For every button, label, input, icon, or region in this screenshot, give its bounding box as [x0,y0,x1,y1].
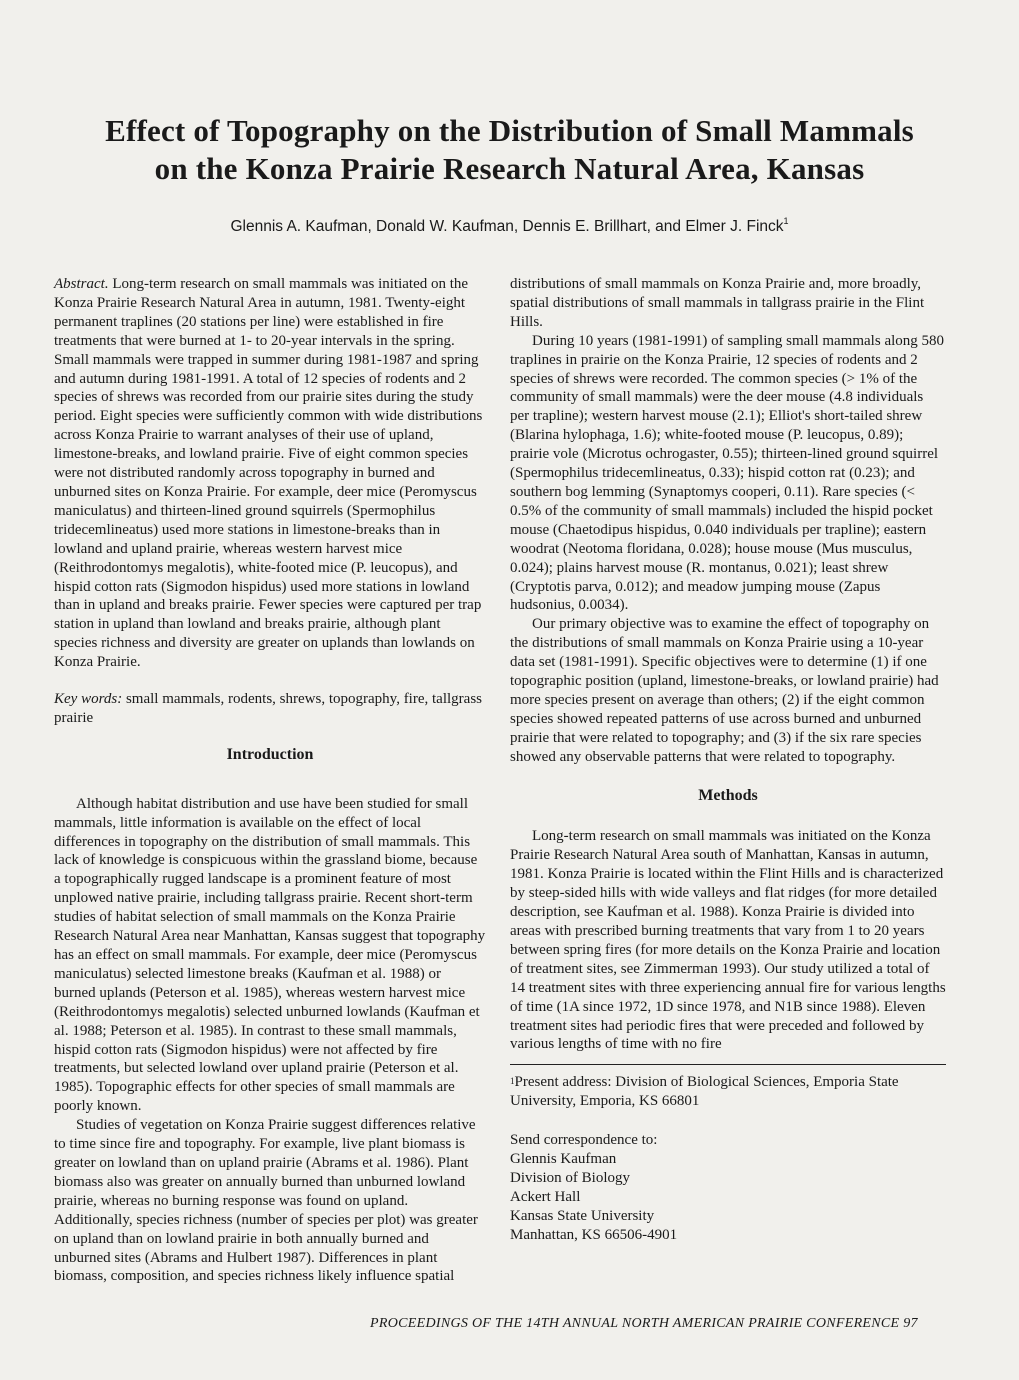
right-column [510,275,946,1245]
author-names: Glennis A. Kaufman, Donald W. Kaufman, Dennis E. Brillhart, and Elmer J. Finck [230,218,784,235]
keywords-text: small mammals, rodents, shrews, topography, fire, tallgrass prairie [54,691,482,726]
correspondence-line: Manhattan, KS 66506-4901 [510,1226,678,1243]
methods-paragraph-1: Long-term research on small mammals was initiated on the Konza Prairie Research Natural Area south of Manhattan, Kansas in autumn, 1981. Konza Prairie is located within the Flint Hills and is characterized by steep-sided hills with wide valleys and flat ridges (for more detailed description, see Kaufman et al. 1988). Konza Prairie is divided into areas with prescribed burning treatments that vary from 1 to 20 years between spring fires (for more details on the Konza Prairie and location of treatment sites, see Zimmerman 1993). Our study utilized a total of 14 treatment sites with three experiencing annual fire for various lengths of time (1A since 1972, 1D since 1978, and N1B since 1988). Eleven treatment sites had periodic fires that were preceded and followed by various lengths of time with no fire [510,828,946,1053]
right-paragraph-3: Our primary objective was to examine the effect of topography on the distributions of small mammals on Konza Prairie using a 10-year data set (1981-1991). Specific objectives were to determine (1) if one topographic position (upland, limestone-breaks, or lowland prairie) had more species present on average than others; (2) if the eight common species showed repeated patterns of use across burned and unburned prairie that were related to topography; and (3) if the six rare species showed any observable patterns that were related to topography. [510,616,939,765]
intro-paragraph-1: Although habitat distribution and use have been studied for small mammals, little information is available on the effect of local differences in topography on the distribution of small mammals. This lack of knowledge is conspicuous within the grassland biome, because a topographically rugged landscape is a prominent feature of most unplowed native prairie, including tallgrass prairie. Recent short-term studies of habitat selection of small mammals on the Konza Prairie Research Natural Area near Manhattan, Kansas suggest that topography has an effect on small mammals. For example, deer mice (Peromyscus maniculatus) selected limestone breaks (Kaufman et al. 1988) or burned uplands (Peterson et al. 1985), whereas western harvest mice (Reithrodontomys megalotis) selected unburned lowlands (Kaufman et al. 1988; Peterson et al. 1985). In contrast to these small mammals, hispid cotton rats (Sigmodon hispidus) were not affected by fire treatments, but selected lowland over upland prairie (Peterson et al. 1985). Topographic effects for other species of small mammals are poorly known. [54,795,486,1115]
abstract [54,275,486,672]
correspondence-line: Glennis Kaufman [510,1151,617,1168]
title-line-2: on the Konza Prairie Research Natural Area, Kansas [154,151,865,186]
author-footnote-mark: 1 [783,216,789,226]
correspondence-line: Kansas State University [510,1207,655,1224]
paper-title [40,112,979,188]
correspondence-block [510,1131,946,1244]
introduction-heading: Introduction [226,745,314,763]
right-paragraph-2: During 10 years (1981-1991) of sampling small mammals along 580 traplines in prairie on the Konza Prairie, 12 species of rodents and 2 species of shrews were recorded. The common species (> 1% of the community of small mammals) were the deer mouse (4.8 individuals per trapline); western harvest mouse (2.1); Elliot's short-tailed shrew (Blarina hylophaga, 1.6); white-footed mouse (P. leucopus, 0.89); prairie vole (Microtus ochrogaster, 0.55); thirteen-lined ground squirrel (Spermophilus tridecemlineatus, 0.33); hispid cotton rat (0.23); and southern bog lemming (Synaptomys cooperi, 0.11). Rare species (< 0.5% of the community of small mammals) included the hispid pocket mouse (Chaetodipus hispidus, 0.040 individuals per trapline); eastern woodrat (Neotoma floridana, 0.028); house mouse (Mus musculus, 0.024); plains harvest mouse (R. montanus, 0.021); least shrew (Cryptotis parva, 0.012); and meadow jumping mouse (Zapus hudsonius, 0.0034). [510,332,945,614]
abstract-text: Long-term research on small mammals was initiated on the Konza Prairie Research Natural Area in autumn, 1981. Twenty-eight permanent traplines (20 stations per line) were established in fire treatments that were burned at 1- to 20-year intervals in the spring. Small mammals were trapped in summer during 1981-1987 and spring and autumn during 1981-1991. A total of 12 species of rodents and 2 species of shrews was recorded from our prairie sites during the study period. Eight species were sufficiently common with wide distributions across Konza Prairie to warrant analyses of their use of upland, limestone-breaks, and lowland prairie. Five of eight common species were not distributed randomly across topography in burned and unburned sites on Konza Prairie. For example, deer mice (Peromyscus maniculatus) and thirteen-lined ground squirrels (Spermophilus tridecemlineatus) used more stations in limestone-breaks than in lowland and upland prairie, whereas western harvest mice (Reithrodontomys megalotis), white-footed mice (P. leucopus), and hispid cotton rats (Sigmodon hispidus) used more stations in lowland than in upland and breaks prairie. Fewer species were captured per trap station in upland than lowland and breaks prairie, although plant species richness and diversity are greater on uplands than lowlands on Konza Prairie. [54,276,483,671]
keywords [54,690,486,728]
footnote-mark: 1 [510,1076,515,1087]
correspondence-line: Division of Biology [510,1169,631,1186]
author-list [40,218,979,236]
footnote-text: Present address: Division of Biological Sciences, Emporia State University, Emporia, KS 66801 [510,1074,899,1110]
methods-heading: Methods [698,786,758,804]
correspondence-line: Send correspondence to: [510,1132,658,1149]
right-paragraph-1: distributions of small mammals on Konza Prairie and, more broadly, spatial distributions of small mammals in tallgrass prairie in the Flint Hills. [510,276,925,330]
footnote [510,1073,946,1111]
page-footer: PROCEEDINGS OF THE 14TH ANNUAL NORTH AMERICAN PRAIRIE CONFERENCE 97 [370,1316,918,1331]
footnote-rule [510,1064,946,1065]
title-line-1: Effect of Topography on the Distribution of Small Mammals [105,113,914,148]
keywords-label: Key words: [54,691,123,708]
left-column [54,275,486,1286]
correspondence-line: Ackert Hall [510,1188,581,1205]
intro-paragraph-2: Studies of vegetation on Konza Prairie suggest differences relative to time since fire and topography. For example, live plant biomass is greater on lowland than on upland prairie (Abrams et al. 1986). Plant biomass also was greater on annually burned than unburned lowland prairie, whereas no burning response was found on upland. Additionally, species richness (number of species per plot) was greater on upland than on lowland prairie in both annually burned and unburned sites (Abrams and Hulbert 1987). Differences in plant biomass, composition, and species richness likely influence spatial [54,1117,478,1285]
abstract-label: Abstract. [54,276,109,292]
